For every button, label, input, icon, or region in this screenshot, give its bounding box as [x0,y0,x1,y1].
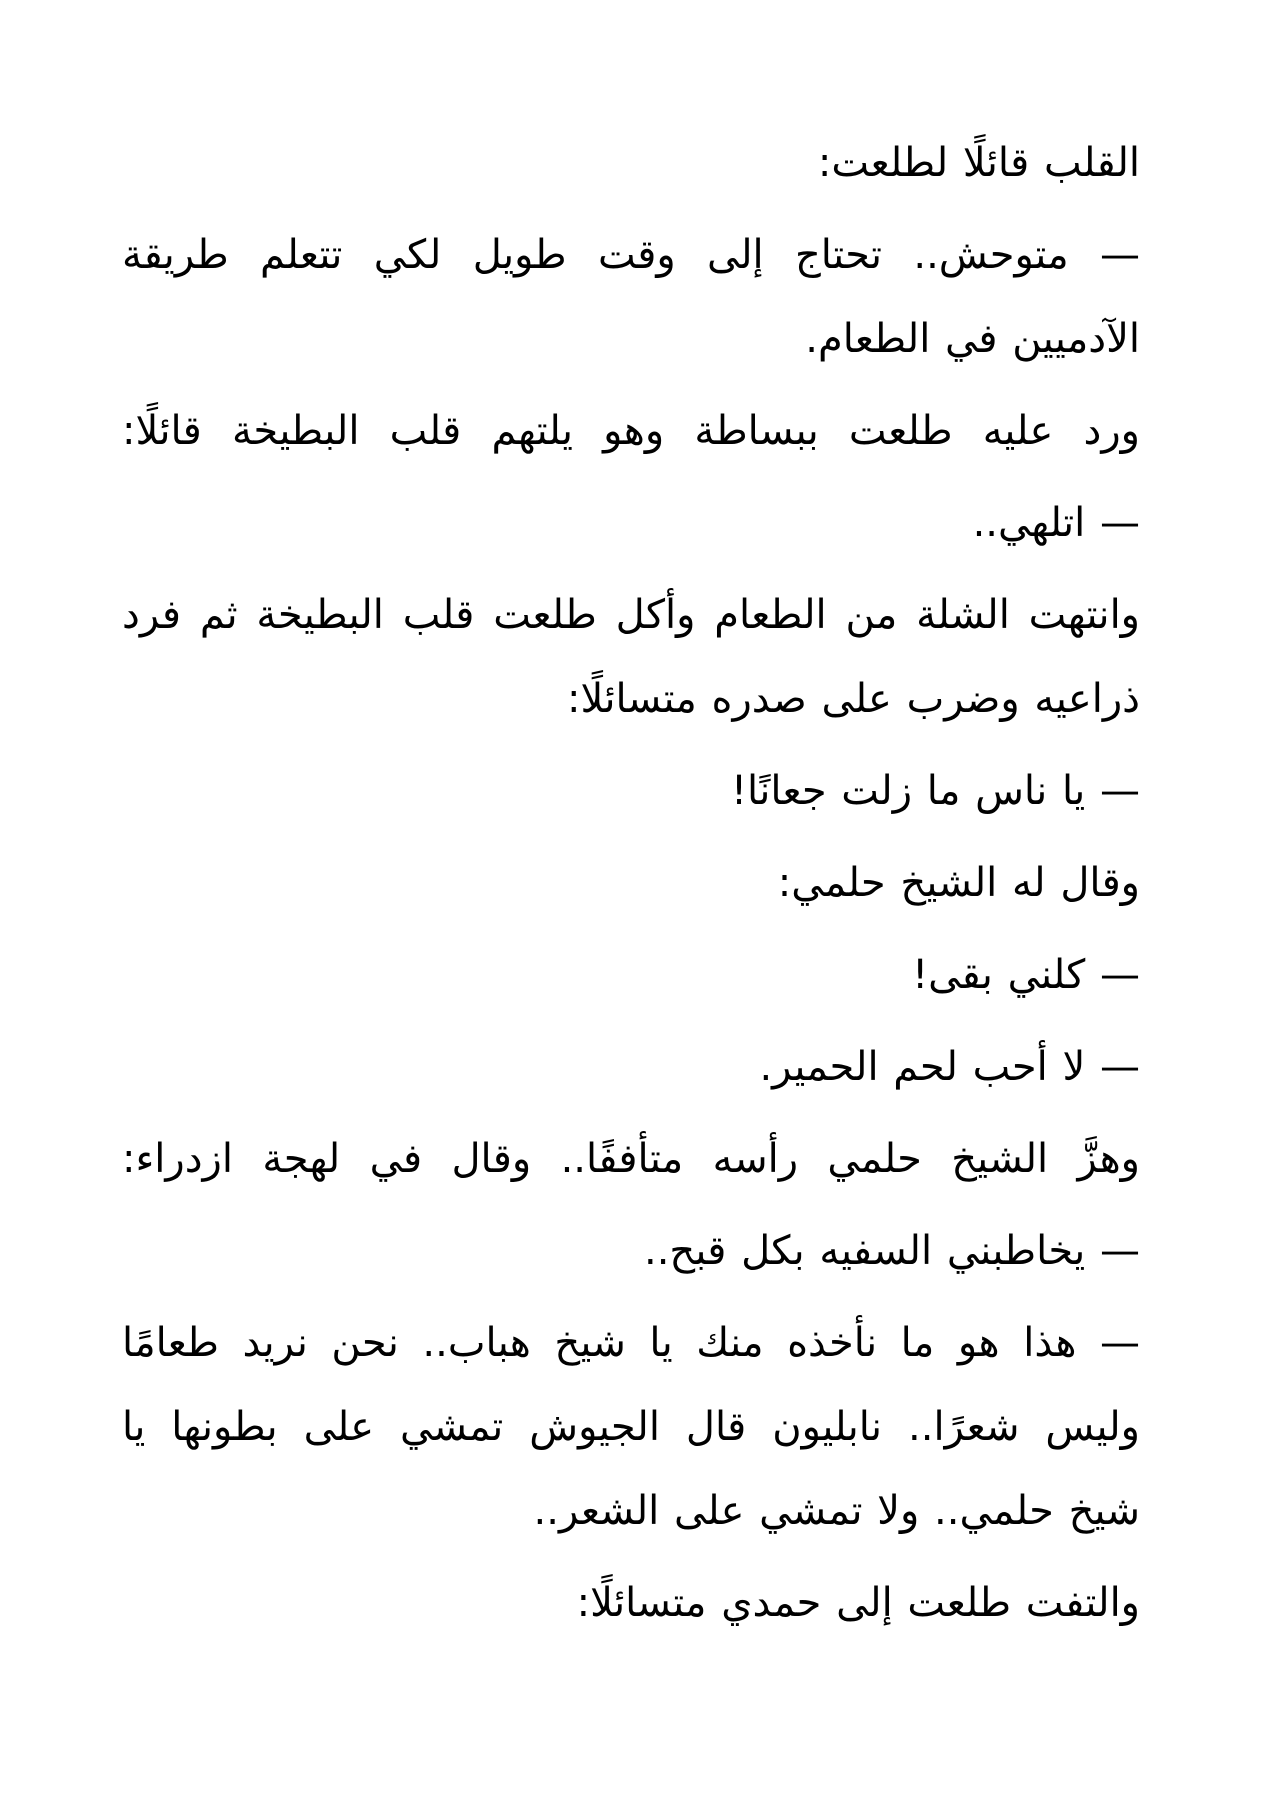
text-line: وليس شعرًا.. نابليون قال الجيوش تمشي على بطونها يا [122,1404,1140,1450]
text-line: وقال له الشيخ حلمي: [777,860,1140,906]
text-line: ذراعيه وضرب على صدره متسائلًا: [566,676,1140,722]
text-block [122,121,1140,1653]
text-line: — يا ناس ما زلت جعانًا! [730,768,1140,814]
text-line: — اتلهي.. [972,500,1140,546]
text-line: — يخاطبني السفيه بكل قبح.. [643,1228,1140,1274]
text-line: والتفت طلعت إلى حمدي متسائلًا: [576,1580,1140,1626]
text-line: — هذا هو ما نأخذه منك يا شيخ هباب.. نحن نريد طعامًا [122,1320,1140,1366]
text-line: ورد عليه طلعت ببساطة وهو يلتهم قلب البطيخة قائلًا: [122,408,1140,454]
text-line: شيخ حلمي.. ولا تمشي على الشعر.. [533,1488,1140,1534]
text-line: — لا أحب لحم الحمير. [759,1044,1140,1090]
text-line: الآدميين في الطعام. [805,316,1140,362]
text-line: القلب قائلًا لطلعت: [817,140,1140,186]
text-line: وانتهت الشلة من الطعام وأكل طلعت قلب البطيخة ثم فرد [122,592,1140,638]
text-line: — كلني بقى! [912,952,1140,998]
text-line: وهزَّ الشيخ حلمي رأسه متأففًا.. وقال في لهجة ازدراء: [122,1136,1140,1182]
text-line: — متوحش.. تحتاج إلى وقت طويل لكي تتعلم طريقة [122,232,1140,278]
